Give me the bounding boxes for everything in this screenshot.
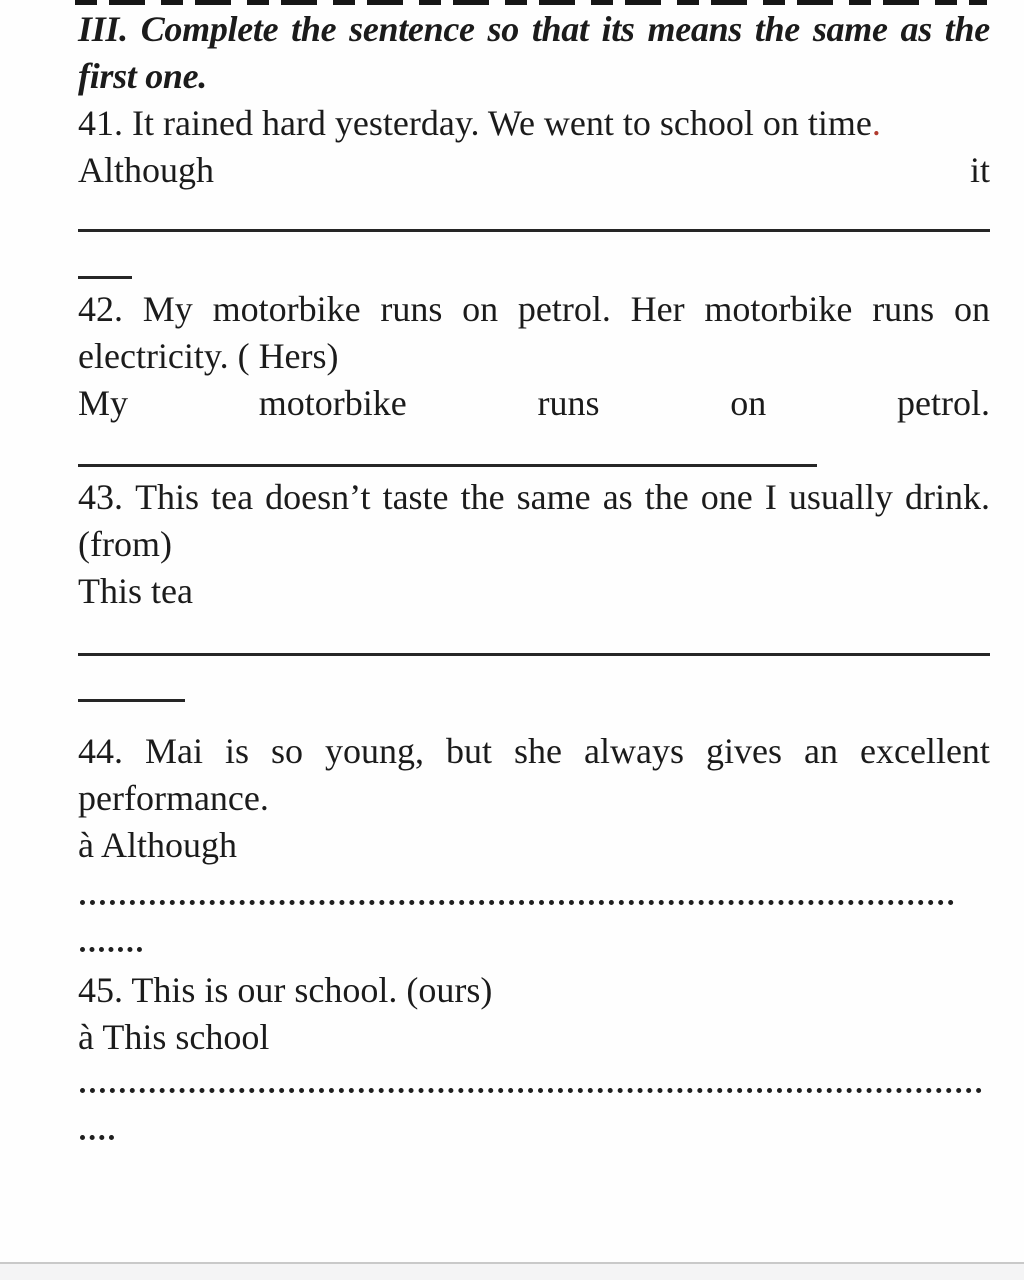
q45-answer-stem: à This school xyxy=(78,1017,270,1057)
q44-answer-dotted-line-short xyxy=(80,947,142,952)
q43-answer-stem: This tea xyxy=(78,571,193,611)
q42-prompt-line1: 42. My motorbike runs on petrol. Her motorbike runs on xyxy=(78,289,990,329)
q41-red-period: . xyxy=(871,103,881,143)
section-heading-line1: III. Complete the sentence so that its means the same as the xyxy=(78,9,990,49)
q41-answer-stem: Although it xyxy=(78,150,990,190)
q41-answer-line-short xyxy=(78,276,132,279)
bottom-toolbar-edge xyxy=(0,1262,1024,1280)
q44-prompt-line1: 44. Mai is so young, but she always gives an excellent xyxy=(78,731,990,771)
q44-answer-dotted-line xyxy=(80,900,954,905)
q42-answer-line xyxy=(78,464,817,467)
q43-prompt-line1: 43. This tea doesn’t taste the same as the one I usually drink. xyxy=(78,477,990,517)
section-heading-line2: first one. xyxy=(78,56,208,96)
q45-answer-dotted-line-short xyxy=(80,1135,114,1140)
q42-prompt-line2: electricity. ( Hers) xyxy=(78,336,339,376)
q44-answer-stem: à Although xyxy=(78,825,237,865)
q41-answer-line xyxy=(78,229,990,232)
q43-prompt-line2: (from) xyxy=(78,524,172,564)
q41-prompt xyxy=(78,100,990,147)
q44-prompt-line2: performance. xyxy=(78,778,269,818)
q45-prompt: 45. This is our school. (ours) xyxy=(78,970,493,1010)
q42-answer-stem: My motorbike runs on petrol. xyxy=(78,383,990,423)
q45-answer-dotted-line xyxy=(80,1088,982,1093)
q41-prompt-text: 41. It rained hard yesterday. We went to school on time xyxy=(78,103,872,143)
q43-answer-line xyxy=(78,653,990,656)
cutoff-previous-line xyxy=(75,0,987,5)
q43-answer-line-short xyxy=(78,699,185,702)
